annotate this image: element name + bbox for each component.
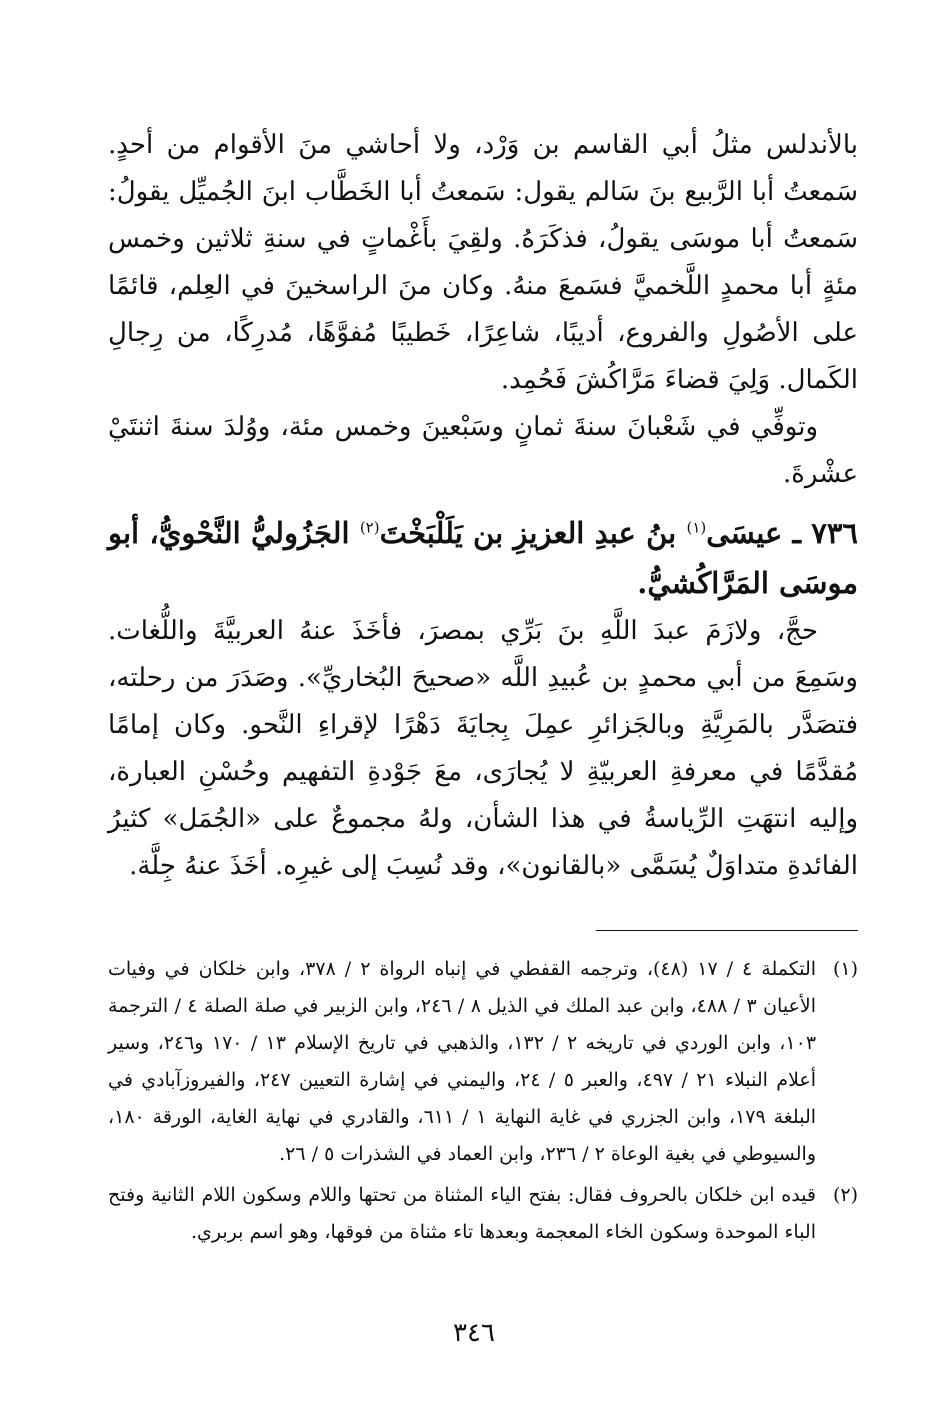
- paragraph-death-date: وتوفِّي في شَعْبانَ سنةَ ثمانٍ وسَبْعينَ وخمس مئة، ووُلدَ سنةَ اثنتَيْ عشْرةَ.: [108, 412, 858, 489]
- paragraph-continued: بالأندلس مثلُ أبي القاسم بن وَرْد، ولا أحاشي منَ الأقوام من أحدٍ. سَمعتُ أبا الرَّبيع بنَ سَالم يقول: سَمعتُ أبا الخَطَّاب ابنَ الجُميِّل يقولُ: سَمعتُ أبا موسَى يقولُ، فذكَرَهُ. ولقِيَ بأَغْماتٍ في سنةِ ثلاثين وخمس مئةٍ أبا محمدٍ اللَّخميَّ فسَمعَ منهُ. وكان منَ الراسخينَ في العِلم، قائمًا على الأصُولِ والفروع، أديبًا، شاعِرًا، خَطيبًا مُفوَّهًا، مُدرِكًا، من رِجالِ الكَمال. وَلِيَ قضاءَ مَرَّاكُشَ فَحُمِد.: [108, 130, 858, 395]
- footnote-number: (١): [832, 958, 858, 980]
- entry-heading-nisba: الجَزُوليُّ النَّحْويُّ، أبو موسَى المَرَّاكُشيُّ.: [108, 516, 858, 600]
- page-number: ٣٤٦: [453, 1318, 495, 1348]
- entry-heading-736: [108, 508, 858, 608]
- footnote-ref-2: (٢): [359, 518, 380, 537]
- footnote-ref-1: (١): [686, 518, 707, 537]
- entry-heading-lineage: بنُ عبدِ العزيزِ بن يَلَلْبَخْتَ: [379, 516, 687, 550]
- footnote-1: [108, 951, 858, 1173]
- footnotes: [108, 951, 858, 1251]
- footnote-text: التكملة ٤ / ١٧ (٤٨)، وترجمه القفطي في إنباه الرواة ٢ / ٣٧٨، وابن خلكان في وفيات الأعيان ٣ / ٤٨٨، وابن عبد الملك في الذيل ٨ / ٢٤٦، وابن الزبير في صلة الصلة ٤ / الترجمة ١٠٣، وابن الوردي في تاريخه ٢ / ١٣٢، والذهبي في تاريخ الإسلام ١٣ / ١٧٠ و٢٤٦، وسير أعلام النبلاء ٢١ / ٤٩٧، والعبر ٥ / ٢٤، واليمني في إشارة التعيين ٢٤٧، والفيروزآبادي في البلغة ١٧٩، وابن الجزري في غاية النهاية ١ / ٦١١، والقادري في نهاية الغاية، الورقة ١٨٠، والسيوطي في بغية الوعاة ٢ / ٢٣٦، وابن العماد في الشذرات ٥ / ٢٦.: [108, 958, 817, 1165]
- footnote-text: قيده ابن خلكان بالحروف فقال: بفتح الياء المثناة من تحتها واللام وسكون اللام الثانية وفتح الباء الموحدة وسكون الخاء المعجمة وبعدها تاء مثناة من فوقها، وهو اسم بربري.: [108, 1184, 816, 1243]
- footnote-number: (٢): [832, 1184, 858, 1206]
- entry-heading-name: ٧٣٦ ـ عيسَى: [706, 516, 859, 550]
- main-text: [108, 122, 858, 890]
- footnote-divider: [596, 930, 858, 931]
- paragraph-biography: حجَّ، ولازَمَ عبدَ اللَّهِ بنَ بَرِّي بمصرَ، فأخَذَ عنهُ العربيَّةَ واللُّغات. وسَمِعَ من أبي محمدٍ بن عُبيدِ اللَّه «صحيحَ البُخاريِّ». وصَدَرَ من رحلته، فتصَدَّر بالمَرِيَّةِ وبالجَزائرِ عمِلَ بِجايَةَ دَهْرًا لإقراءِ النَّحو. وكان إمامًا مُقدَّمًا في معرفةِ العربيّةِ لا يُجارَى، معَ جَوْدةِ التفهيم وحُسْنِ العبارة، وإليه انتهَتِ الرِّياسةُ في هذا الشأن، ولهُ مجموعٌ على «الجُمَل» كثيرُ الفائدةِ متداوَلٌ يُسَمَّى «بالقانون»، وقد نُسِبَ إلى غيرِه. أخَذَ عنهُ جِلَّة.: [108, 616, 858, 881]
- footnote-2: [108, 1177, 858, 1251]
